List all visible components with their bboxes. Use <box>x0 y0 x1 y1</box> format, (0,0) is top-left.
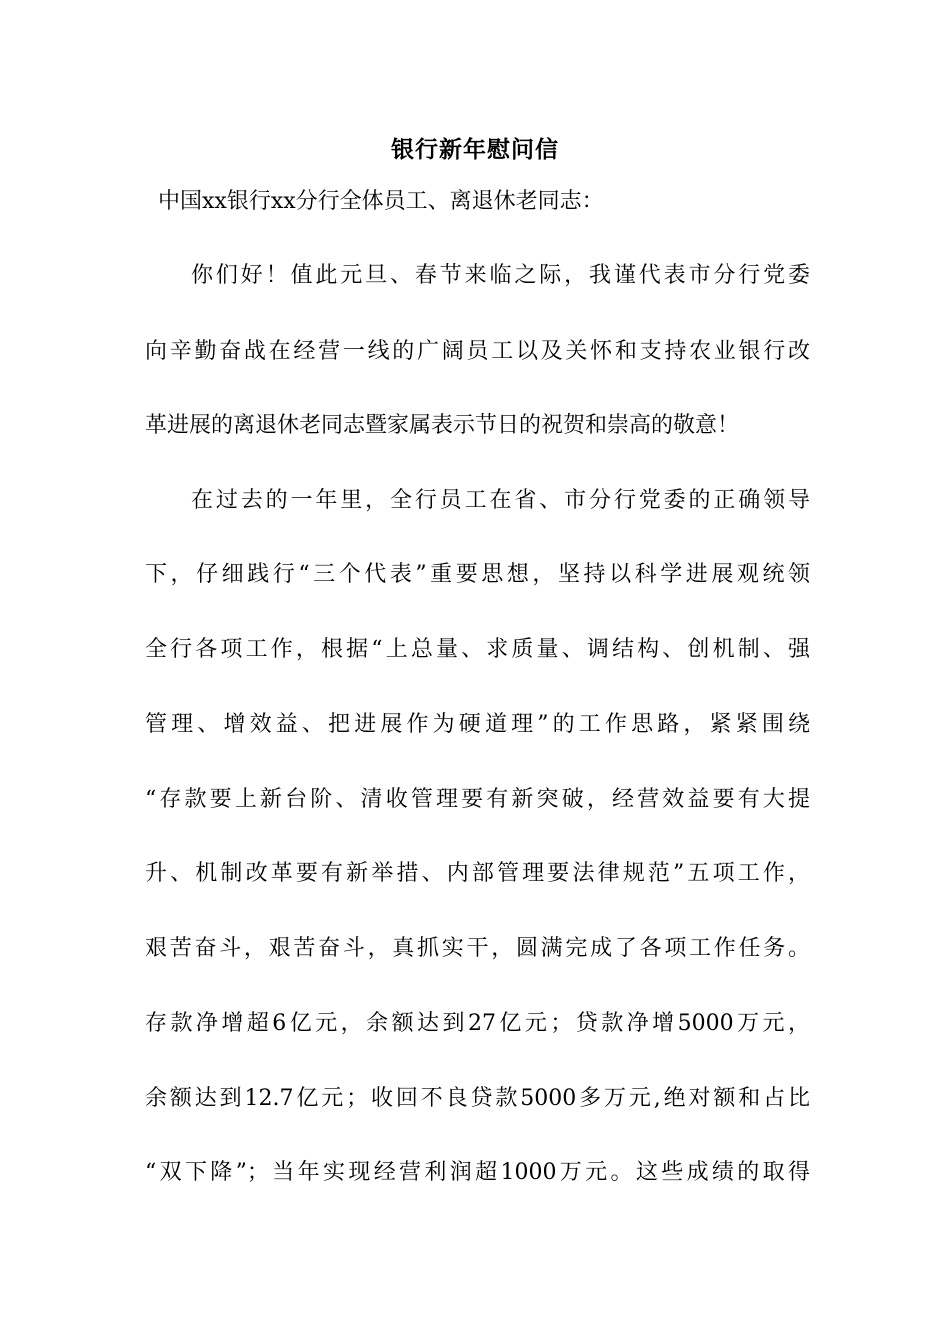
paragraph-2-line-1: 在过去的一年里，全行员工在省、市分行党委的正确领导 <box>191 488 810 513</box>
paragraph-2-line-10: “双下降”；当年实现经营利润超1000万元。这些成绩的取得 <box>145 1160 810 1185</box>
paragraph-2-line-2: 下，仔细践行“三个代表”重要思想，坚持以科学进展观统领 <box>145 562 810 587</box>
paragraph-1-line-3: 革进展的离退休老同志暨家属表示节日的祝贺和崇高的敬意！ <box>145 413 740 438</box>
paragraph-2-line-7: 艰苦奋斗，艰苦奋斗，真抓实干，圆满完成了各项工作任务。 <box>145 936 810 961</box>
paragraph-1-line-1: 你们好！值此元旦、春节来临之际，我谨代表市分行党委 <box>191 263 810 288</box>
paragraph-2-line-8: 存款净增超6亿元，余额达到27亿元；贷款净增5000万元， <box>145 1011 810 1036</box>
paragraph-2-line-3: 全行各项工作，根据“上总量、求质量、调结构、创机制、强 <box>145 637 810 662</box>
paragraph-2-line-4: 管理、增效益、把进展作为硬道理”的工作思路，紧紧围绕 <box>145 712 810 737</box>
document-title: 银行新年慰问信 <box>391 137 559 163</box>
paragraph-2-line-9: 余额达到12.7亿元；收回不良贷款5000多万元,绝对额和占比 <box>145 1086 810 1111</box>
paragraph-2-line-6: 升、机制改革要有新举措、内部管理要法律规范”五项工作， <box>145 861 810 886</box>
paragraph-2-line-5: “存款要上新台阶、清收管理要有新突破，经营效益要有大提 <box>145 787 810 812</box>
paragraph-1-line-2: 向辛勤奋战在经营一线的广阔员工以及关怀和支持农业银行改 <box>145 339 810 364</box>
salutation-line: 中国xx银行xx分行全体员工、离退休老同志： <box>158 189 604 214</box>
